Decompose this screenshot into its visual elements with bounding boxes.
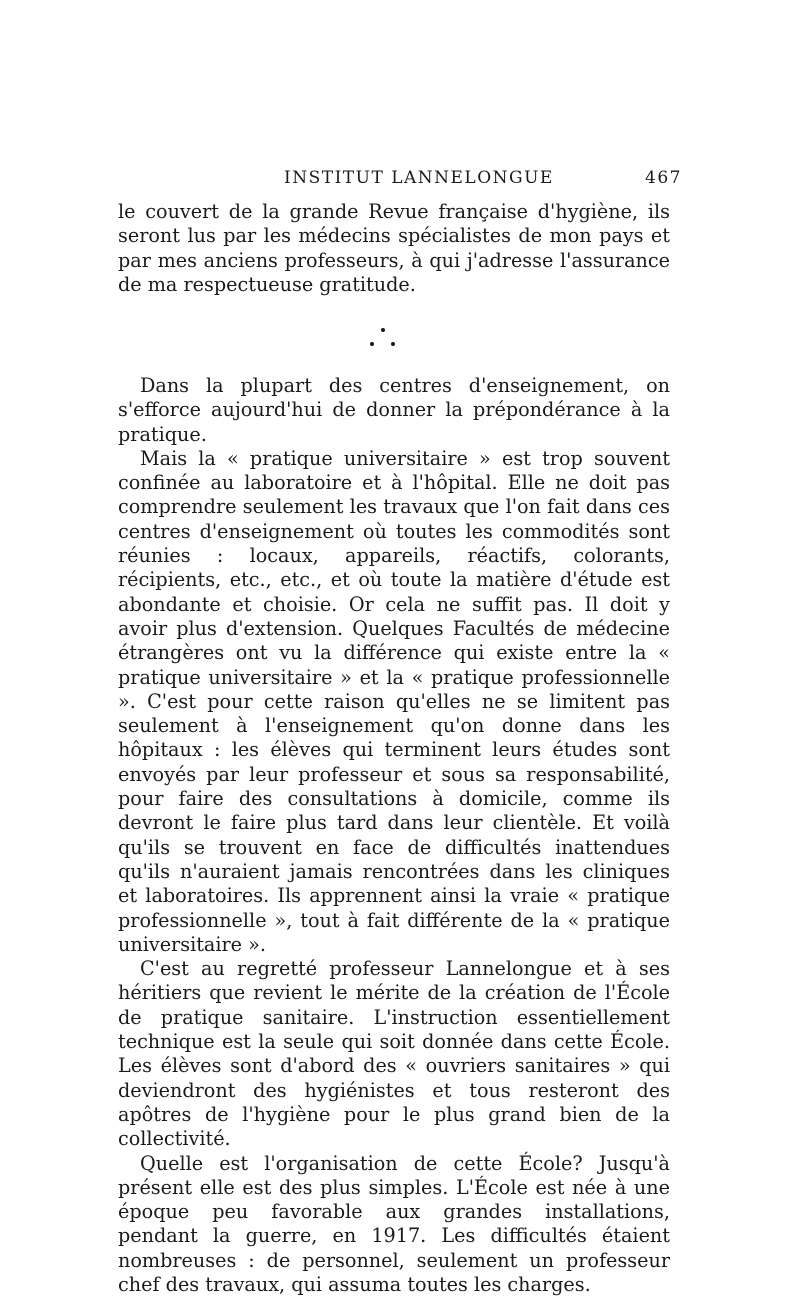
- separator-dot: [370, 342, 374, 346]
- running-title: INSTITUT LANNELONGUE: [284, 168, 554, 188]
- paragraph: Dans la plupart des centres d'enseignement, on s'efforce aujourd'hui de donner la prépondérance à la pratique.: [118, 374, 670, 446]
- section-separator-asterism: [360, 322, 400, 352]
- paragraph-continuation: le couvert de la grande Revue française d'hygiène, ils seront lus par les médecins spécialistes de mon pays et par mes anciens professeurs, à qui j'adresse l'assurance de ma respectueuse gratitude.: [118, 200, 670, 296]
- page-number: 467: [645, 168, 682, 188]
- separator-dot: [381, 328, 385, 332]
- intro-block: [118, 200, 670, 297]
- running-head: [118, 168, 682, 192]
- main-text-block: [118, 374, 670, 1297]
- paragraph: C'est au regretté professeur Lannelongue et à ses héritiers que revient le mérite de la création de l'École de pratique sanitaire. L'instruction essentiellement technique est la seule qui soit donnée dans cette École. Les élèves sont d'abord des « ouvriers sanitaires » qui deviendront des hygiénistes et tous resteront des apôtres de l'hygiène pour le plus grand bien de la collectivité.: [118, 957, 670, 1151]
- paragraph: Quelle est l'organisation de cette École? Jusqu'à présent elle est des plus simples. L'École est née à une époque peu favorable aux grandes installations, pendant la guerre, en 1917. Les difficultés étaient nombreuses : de personnel, seulement un professeur chef des travaux, qui assuma toutes les charges.: [118, 1151, 670, 1296]
- separator-dot: [391, 342, 395, 346]
- paragraph: Mais la « pratique universitaire » est trop souvent confinée au laboratoire et à l'hôpital. Elle ne doit pas comprendre seulement les travaux que l'on fait dans ces centres d'enseignement où toutes les commodités sont réunies : locaux, appareils, réactifs, colorants, récipients, etc., etc., et où toute la matière d'étude est abondante et choisie. Or cela ne suffit pas. Il doit y avoir plus d'extension. Quelques Facultés de médecine étrangères ont vu la différence qui existe entre la « pratique universitaire » et la « pratique professionnelle ». C'est pour cette raison qu'elles ne se limitent pas seulement à l'enseignement qu'on donne dans les hôpitaux : les élèves qui terminent leurs études sont envoyés par leur professeur et sous sa responsabilité, pour faire des consultations à domicile, comme ils devront le faire plus tard dans leur clientèle. Et voilà qu'ils se trouvent en face de difficultés inattendues qu'ils n'auraient jamais rencontrées dans les cliniques et laboratoires. Ils apprennent ainsi la vraie « pratique professionnelle », tout à fait différente de la « pratique universitaire ».: [118, 446, 670, 956]
